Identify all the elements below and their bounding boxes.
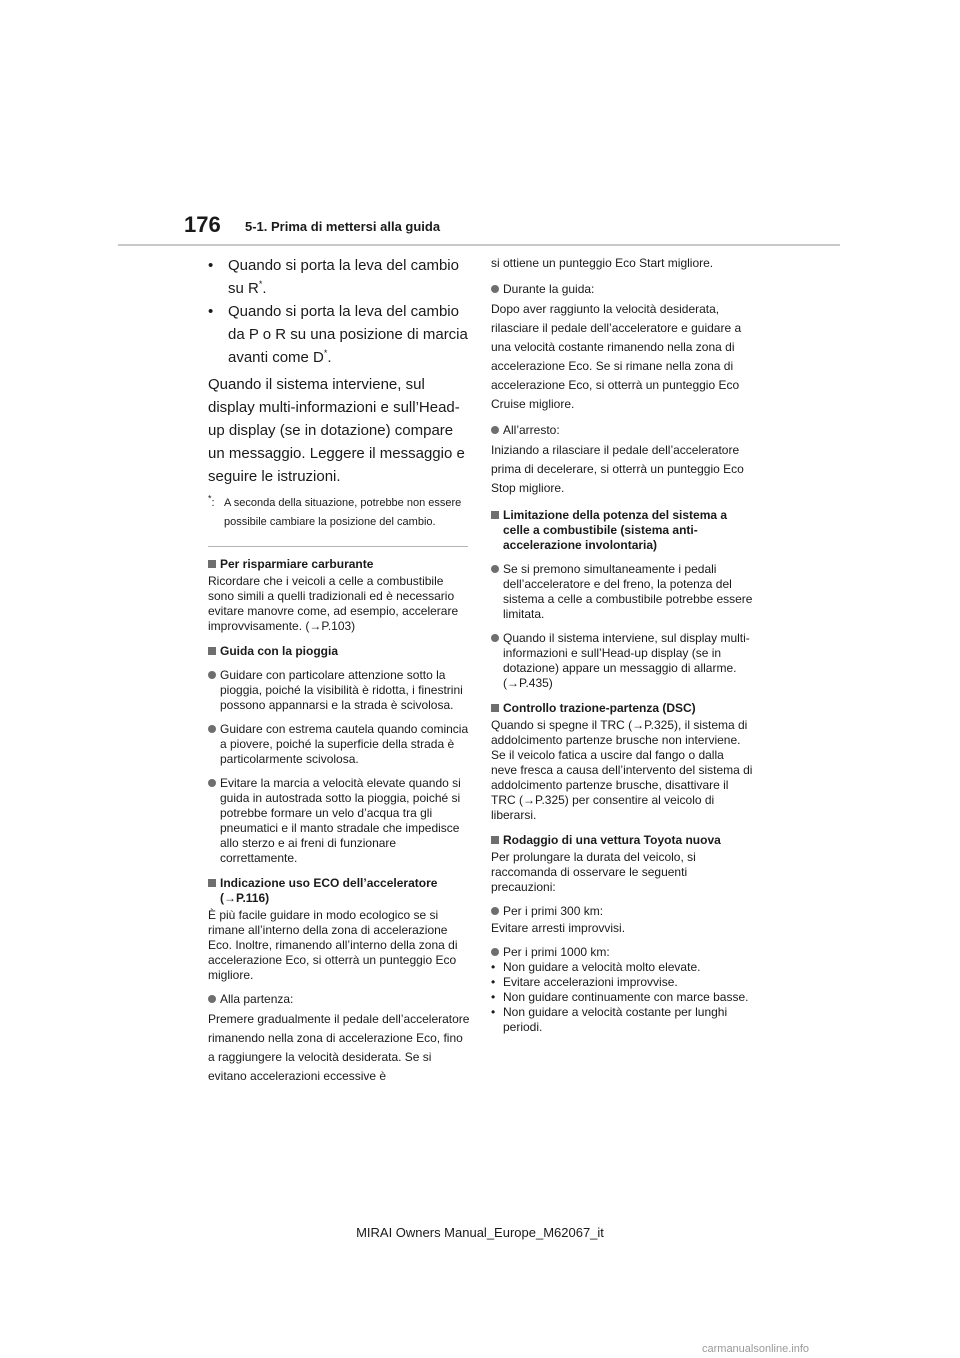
circle-bullet-icon (208, 725, 216, 733)
list-item: Guidare con estrema cautela quando comincia a piovere, poiché la superficie della strada è particolarmente scivolosa. (208, 722, 470, 767)
square-bullet-icon (491, 704, 499, 712)
bullet-mark: • (208, 303, 214, 320)
subsection-text: Ricordare che i veicoli a celle a combustibile sono simili a quelli tradizionali ed è necessario evitare manovre come, ad esempio, accelerare improvvisamente. (→P.103) (208, 574, 459, 633)
square-bullet-icon (208, 647, 216, 655)
circle-bullet-icon (491, 285, 499, 293)
subsection-heading: Rodaggio di una vettura Toyota nuova (491, 833, 753, 848)
circle-bullet-icon (208, 671, 216, 679)
section-divider (208, 546, 468, 547)
sub-list-item: • Non guidare a velocità costante per lunghi periodi. (491, 1005, 728, 1034)
footnote: *: A seconda della situazione, potrebbe non essere possibile cambiare la posizione del cambio. (208, 494, 470, 532)
list-item: Alla partenza: (208, 992, 470, 1007)
subsection-text: Iniziando a rilasciare il pedale dell’acceleratore prima di decelerare, si otterrà un punteggio Eco Stop migliore. (491, 443, 744, 495)
subsection-heading: Indicazione uso ECO dell’acceleratore (→P.116) (208, 876, 470, 906)
subsection-heading: Guida con la pioggia (208, 644, 470, 659)
left-column (208, 254, 470, 1086)
list-item: Evitare la marcia a velocità elevate quando si guida in autostrada sotto la pioggia, poiché si potrebbe formare un velo d’acqua tra gli pneumatici e il manto stradale che impedisce allo sterzo e ai freni di funzionare correttamente. (208, 776, 470, 866)
subsection-text: Quando si spegne il TRC (→P.325), il sistema di addolcimento partenze brusche non interviene. Se il veicolo fatica a uscire dal fango o dalla neve fresca a causa dell’intervento del sistema di addolcimento partenze brusche, disattivare il TRC (→P.325) per consentire al veicolo di liberarsi. (491, 718, 753, 822)
subsection-text: Premere gradualmente il pedale dell’acceleratore rimanendo nella zona di accelerazione Eco, fino a raggiungere la velocità desiderata. Se si evitano accelerazioni eccessive è (208, 1012, 470, 1083)
subsection-text: Evitare arresti improvvisi. (491, 921, 626, 935)
list-item: Quando il sistema interviene, sul display multi-informazioni e sull’Head-up display (se in dotazione) appare un messaggio di allarme. (→P.435) (491, 631, 753, 691)
list-item: • Quando si porta la leva del cambio da P o R su una posizione di marcia avanti come D*. (208, 300, 470, 369)
intro-paragraph: Quando il sistema interviene, sul display multi-informazioni e sull’Head-up display (se in dotazione) compare un messaggio. Leggere il messaggio e seguire le istruzioni. (208, 376, 465, 485)
square-bullet-icon (208, 879, 216, 887)
subsection-heading: Controllo trazione-partenza (DSC) (491, 701, 753, 716)
circle-bullet-icon (491, 565, 499, 573)
footnote-ref: * (323, 348, 328, 358)
watermark[interactable]: carmanualsonline.info (702, 1343, 810, 1355)
intro-block (208, 254, 470, 488)
list-item: Per i primi 300 km: (491, 904, 753, 919)
square-bullet-icon (208, 560, 216, 568)
square-bullet-icon (491, 511, 499, 519)
list-item: Durante la guida: (491, 282, 753, 297)
section-title: 5-1. Prima di mettersi alla guida (245, 219, 441, 234)
bullet-mark: • (208, 257, 214, 274)
circle-bullet-icon (491, 948, 499, 956)
subsection-heading: Limitazione della potenza del sistema a celle a combustibile (sistema anti-accelerazione involontaria) (491, 508, 753, 553)
list-item: Se si premono simultaneamente i pedali dell’acceleratore e del freno, la potenza del sistema a celle a combustibile potrebbe essere limitata. (491, 562, 753, 622)
list-item: Guidare con particolare attenzione sotto la pioggia, poiché la visibilità è ridotta, i finestrini possono appannarsi e la strada è scivolosa. (208, 668, 470, 713)
page-number: 176 (184, 212, 221, 237)
list-item: Per i primi 1000 km: (491, 945, 753, 960)
circle-bullet-icon (491, 907, 499, 915)
sub-list-item: • Non guidare continuamente con marce basse. (491, 990, 749, 1004)
list-item: All’arresto: (491, 423, 753, 438)
footnote-ref: * (258, 279, 263, 289)
subsection-heading: Per risparmiare carburante (208, 557, 470, 572)
sub-list-item: • Evitare accelerazioni improvvise. (491, 975, 678, 989)
page-footer: MIRAI Owners Manual_Europe_M62067_it (356, 1225, 604, 1240)
subsection-text: È più facile guidare in modo ecologico se si rimane all’interno della zona di accelerazione Eco. Inoltre, rimanendo all’interno della zona di accelerazione Eco, si otterrà un punteggio Eco migliore. (208, 908, 458, 982)
footnote-text: A seconda della situazione, potrebbe non essere possibile cambiare la posizione del cambio. (224, 497, 462, 528)
circle-bullet-icon (208, 995, 216, 1003)
sub-list-item: • Non guidare a velocità molto elevate. (491, 960, 701, 974)
circle-bullet-icon (491, 634, 499, 642)
subsection-text: Dopo aver raggiunto la velocità desiderata, rilasciare il pedale dell’acceleratore e guidare a una velocità costante rimanendo nella zona di accelerazione Eco. Se si rimane nella zona di accelerazione Eco, si otterrà un punteggio Eco Cruise migliore. (491, 302, 742, 411)
circle-bullet-icon (491, 426, 499, 434)
list-item-text: Quando si porta la leva del cambio su R (228, 257, 459, 297)
right-column (491, 254, 753, 1035)
square-bullet-icon (491, 836, 499, 844)
subsection-text: Per prolungare la durata del veicolo, si raccomanda di osservare le seguenti precauzioni: (491, 850, 696, 894)
list-item: • Quando si porta la leva del cambio su R*. (208, 254, 470, 300)
page-header (0, 0, 960, 250)
header-divider (118, 244, 840, 246)
circle-bullet-icon (208, 779, 216, 787)
continued-text: si ottiene un punteggio Eco Start migliore. (491, 256, 714, 270)
list-item-text: Quando si porta la leva del cambio da P o R su una posizione di marcia avanti come D (228, 303, 468, 366)
